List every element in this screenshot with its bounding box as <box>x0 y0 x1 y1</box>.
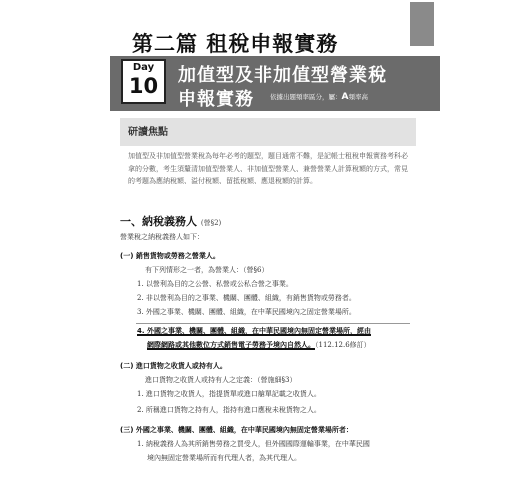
part-title: 第二篇 租稅申報實務 <box>132 32 339 56</box>
item-c-point-1-line1: 1. 納稅義務人為其所銷售勞務之買受人，但外國國際運輸事業，在中華民國 <box>137 440 370 448</box>
chapter-tab <box>410 2 434 46</box>
item-a-point-3: 3. 外國之事業、機關、團體、組織，在中華民國境內之固定營業場所。 <box>137 308 356 316</box>
revision-note: （112.12.6修訂） <box>315 341 371 349</box>
section-reference: (營§2) <box>200 219 222 227</box>
chapter-title-line1: 加值型及非加值型營業稅 <box>178 65 387 86</box>
frequency-note-suffix: 頻率高 <box>348 93 368 101</box>
item-a-point-4-line2 <box>147 340 371 350</box>
divider <box>136 323 410 324</box>
day-badge <box>121 59 166 104</box>
item-a-title: (一) 銷售貨物或勞務之營業人。 <box>120 252 220 260</box>
chapter-title-line2: 申報實務 <box>178 89 254 110</box>
item-b-intro: 進口貨物之收貨人或持有人之定義：（營施細§3） <box>145 376 297 384</box>
item-c-point-1-line2: 境內無固定營業場所而有代理人者，為其代理人。 <box>147 454 301 462</box>
frequency-note <box>270 92 368 102</box>
day-label: Day <box>132 62 155 73</box>
item-a-point-4-line1: 4. 外國之事業、機關、團體、組織，在中華民國境內無固定營業場所，經由 <box>137 327 371 335</box>
frequency-note-prefix: 依據出題頻率區分，屬： <box>270 93 342 101</box>
section-heading <box>120 213 221 229</box>
item-a-point-2: 2. 非以營利為目的之事業、機關、團體、組織，有銷售貨物或勞務者。 <box>137 294 356 302</box>
frequency-level: A <box>341 92 349 102</box>
item-a-intro: 有下列情形之一者，為營業人：（營§6） <box>145 266 269 274</box>
item-b-point-1: 1. 進口貨物之收貨人，指提貨單或進口艙單記載之收貨人。 <box>137 390 321 398</box>
item-c-title: (三) 外國之事業、機關、團體、組織，在中華民國境內無固定營業場所者： <box>120 426 353 434</box>
item-a-point-4-emphasis: 網際網路或其他數位方式銷售電子勞務予境內自然人。 <box>147 341 315 349</box>
item-b-point-2: 2. 所稱進口貨物之持有人，指持有進口應稅未稅貨物之人。 <box>137 406 321 414</box>
study-focus-title: 研讀焦點 <box>128 127 168 138</box>
section-intro: 營業稅之納稅義務人如下： <box>120 233 204 241</box>
day-number: 10 <box>128 74 159 98</box>
section-title: 一、納稅義務人 <box>120 215 197 228</box>
item-a-point-1: 1. 以營利為目的之公營、私營或公私合營之事業。 <box>137 280 293 288</box>
study-focus-body: 加值型及非加值型營業稅為每年必考的題型，題目通常不難，是記帳士租稅申報實務考科必拿的分數，考生須釐清加值型營業人、非加值型營業人、兼營營業人計算稅額的方式，常見的考題為應納稅額、溢付稅額、留抵稅額、應退稅額的計算。 <box>128 152 408 185</box>
item-b-title: (二) 進口貨物之收貨人或持有人。 <box>120 362 227 370</box>
